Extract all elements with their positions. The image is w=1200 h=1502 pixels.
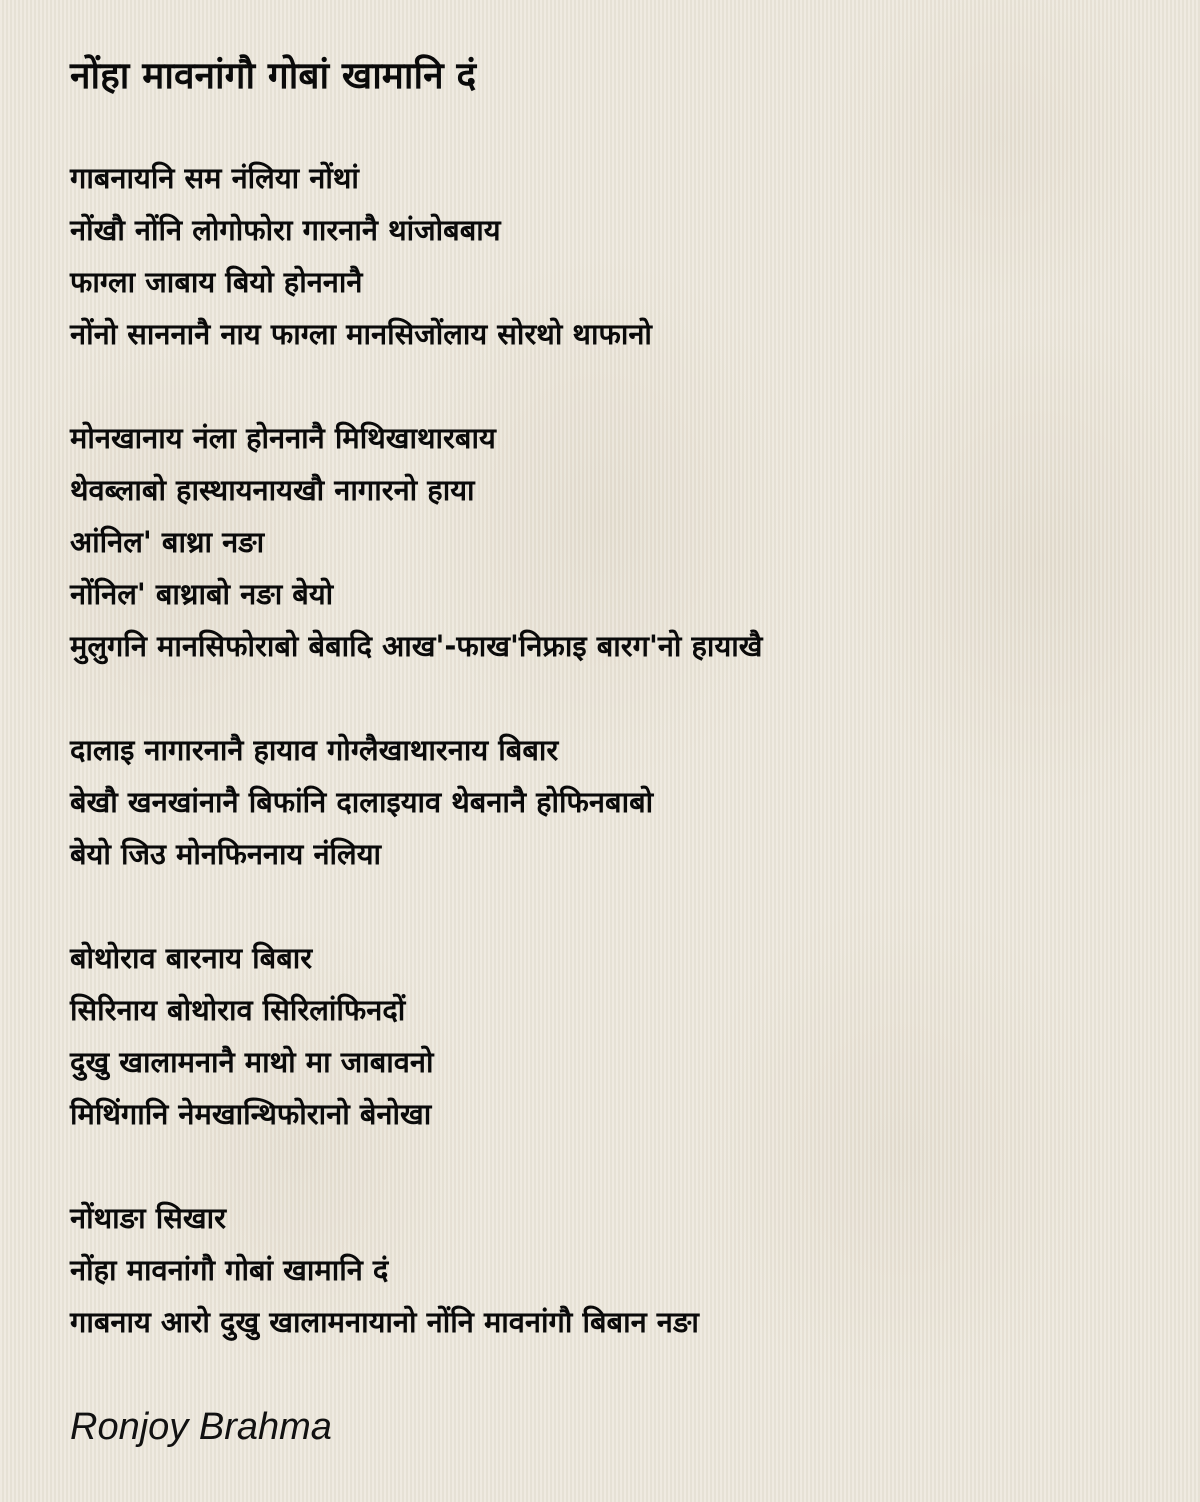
- stanza-2: [70, 412, 1150, 672]
- poem-line: सिरिनाय बोथोराव सिरिलांफिनदों: [70, 993, 406, 1027]
- poem-line: गाबनाय आरो दुखु खालामनायानो नोंनि मावनांगौ बिबान नङा: [70, 1305, 699, 1339]
- poem-line: नोंहा मावनांगौ गोबां खामानि दं: [70, 1253, 389, 1287]
- poem-line: मोनखानाय नंला होननानै मिथिखाथारबाय: [70, 421, 496, 455]
- poem-line: नोंनिल' बाथ्राबो नङा बेयो: [70, 577, 334, 611]
- poem-line: बेखौ खनखांनानै बिफांनि दालाइयाव थेबनानै होफिनबाबो: [70, 785, 654, 819]
- poem-line: थेवब्लाबो हास्थायनायखौ नागारनो हाया: [70, 473, 475, 507]
- poem-line: दुखु खालामनानै माथो मा जाबावनो: [70, 1045, 434, 1079]
- poem-line: मिथिंगानि नेमखान्थिफोरानो बेनोखा: [70, 1097, 432, 1131]
- stanza-4: [70, 932, 1150, 1140]
- poem-line: नोंथाङा सिखार: [70, 1201, 226, 1235]
- poem-line: गाबनायनि सम नंलिया नोंथां: [70, 161, 359, 195]
- poem-line: नोंनो साननानै नाय फाग्ला मानसिजोंलाय सोरथो थाफानो: [70, 317, 652, 351]
- stanza-1: [70, 152, 1150, 360]
- poem-line: बोथोराव बारनाय बिबार: [70, 941, 313, 975]
- poem-line: नोंखौ नोंनि लोगोफोरा गारनानै थांजोबबाय: [70, 213, 501, 247]
- poem-line: मुलुगनि मानसिफोराबो बेबादि आख'-फाख'निफ्राइ बारग'नो हायाखै: [70, 629, 763, 663]
- poem-line: बेयो जिउ मोनफिननाय नंलिया: [70, 837, 382, 871]
- poem-line: फाग्ला जाबाय बियो होननानै: [70, 265, 363, 299]
- stanza-3: [70, 724, 1150, 880]
- poem-container: [70, 50, 1150, 1400]
- stanza-5: [70, 1192, 1150, 1348]
- poem-title: नोंहा मावनांगौ गोबां खामानि दं: [70, 54, 477, 97]
- author-name: Ronjoy Brahma: [70, 1406, 332, 1448]
- poem-line: आंनिल' बाथ्रा नङा: [70, 525, 265, 559]
- poem-line: दालाइ नागारनानै हायाव गोग्लैखाथारनाय बिबार: [70, 733, 559, 767]
